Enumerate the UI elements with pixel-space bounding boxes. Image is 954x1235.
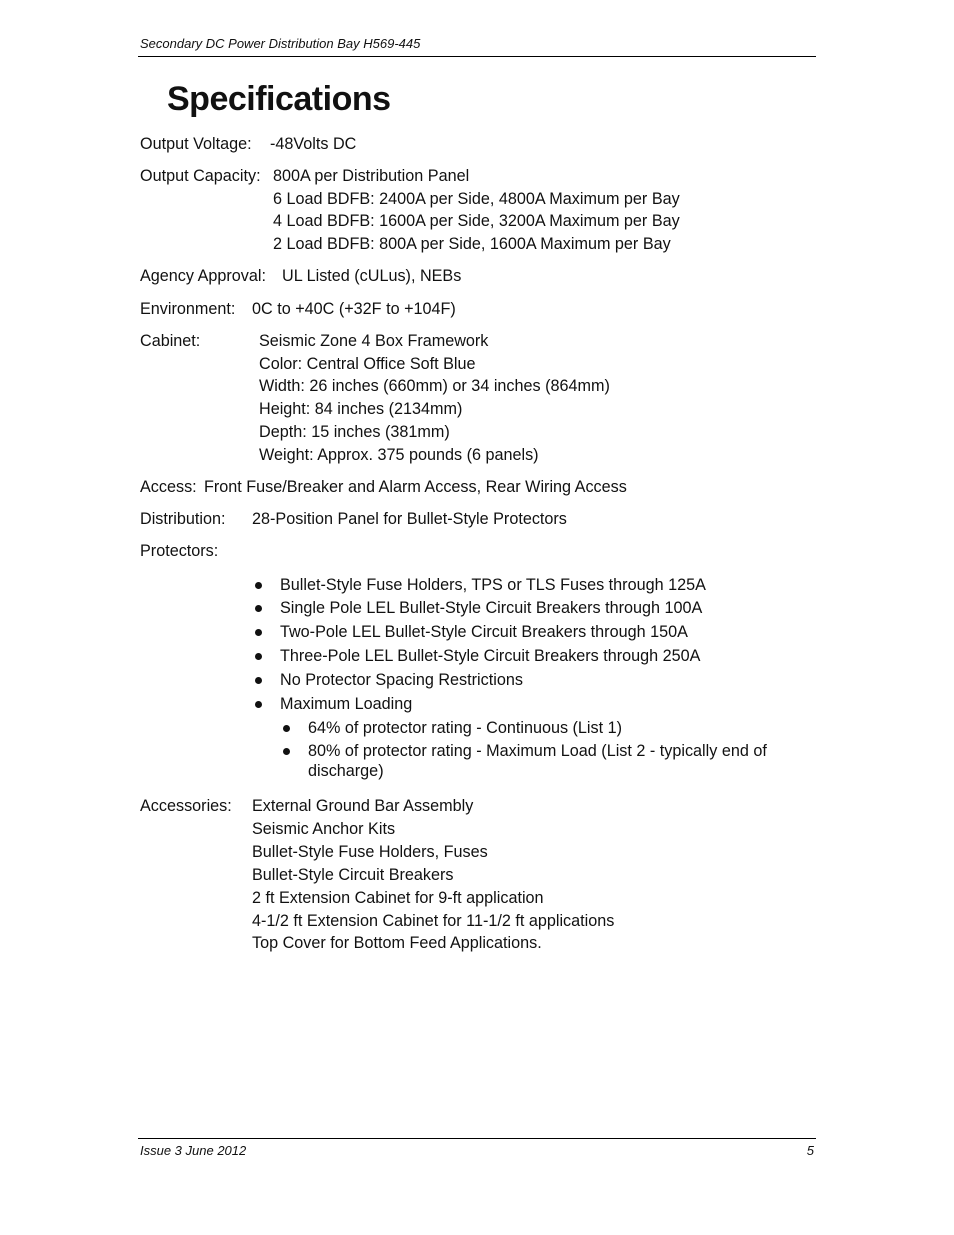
agency-approval-label: Agency Approval: — [140, 267, 266, 285]
environment-label: Environment: — [140, 300, 236, 318]
protector-item: Bullet-Style Fuse Holders, TPS or TLS Fuses through 125A — [280, 576, 706, 594]
protector-item: No Protector Spacing Restrictions — [280, 671, 523, 689]
cabinet-line: Color: Central Office Soft Blue — [259, 355, 476, 373]
protector-bullet-icon — [255, 629, 262, 636]
footer-issue: Issue 3 June 2012 — [140, 1143, 247, 1158]
protector-bullet-icon — [255, 677, 262, 684]
cabinet-line: Height: 84 inches (2134mm) — [259, 400, 463, 418]
output-capacity-label: Output Capacity: — [140, 167, 261, 185]
page-title: Specifications — [167, 80, 391, 118]
output-voltage-label: Output Voltage: — [140, 135, 252, 153]
cabinet-line: Depth: 15 inches (381mm) — [259, 423, 450, 441]
accessory-line: Bullet-Style Fuse Holders, Fuses — [252, 843, 488, 861]
protector-item: Two-Pole LEL Bullet-Style Circuit Breakers through 150A — [280, 623, 688, 641]
accessory-line: Seismic Anchor Kits — [252, 820, 396, 838]
accessories-label: Accessories: — [140, 797, 232, 815]
cabinet-line: Width: 26 inches (660mm) or 34 inches (864mm) — [259, 377, 610, 395]
output-capacity-line: 6 Load BDFB: 2400A per Side, 4800A Maximum per Bay — [273, 190, 680, 208]
header-rule — [138, 56, 816, 57]
output-voltage-value: -48Volts DC — [270, 135, 357, 153]
protector-bullet-icon — [255, 582, 262, 589]
access-label: Access: — [140, 478, 197, 496]
accessory-line: Bullet-Style Circuit Breakers — [252, 866, 454, 884]
loading-sub-item: 64% of protector rating - Continuous (List 1) — [308, 719, 623, 737]
cabinet-label: Cabinet: — [140, 332, 201, 350]
accessory-line: Top Cover for Bottom Feed Applications. — [252, 934, 542, 952]
protector-bullet-icon — [255, 653, 262, 660]
sub-bullet-icon — [283, 725, 290, 732]
protectors-label: Protectors: — [140, 542, 219, 560]
accessory-line: 4-1/2 ft Extension Cabinet for 11-1/2 ft applications — [252, 912, 615, 930]
output-capacity-line: 800A per Distribution Panel — [273, 167, 470, 185]
accessory-line: External Ground Bar Assembly — [252, 797, 474, 815]
distribution-label: Distribution: — [140, 510, 226, 528]
sub-bullet-icon — [283, 748, 290, 755]
distribution-value: 28-Position Panel for Bullet-Style Protectors — [252, 510, 567, 528]
output-capacity-line: 4 Load BDFB: 1600A per Side, 3200A Maximum per Bay — [273, 212, 680, 230]
environment-value: 0C to +40C (+32F to +104F) — [252, 300, 456, 318]
cabinet-line: Seismic Zone 4 Box Framework — [259, 332, 489, 350]
page-number: 5 — [806, 1143, 814, 1158]
output-capacity-line: 2 Load BDFB: 800A per Side, 1600A Maximum per Bay — [273, 235, 671, 253]
protector-bullet-icon — [255, 701, 262, 708]
cabinet-line: Weight: Approx. 375 pounds (6 panels) — [259, 446, 539, 464]
footer-rule — [138, 1138, 816, 1139]
loading-sub-item: 80% of protector rating - Maximum Load (List 2 - typically end of discharge) — [308, 742, 767, 780]
accessory-line: 2 ft Extension Cabinet for 9-ft application — [252, 889, 544, 907]
protector-bullet-icon — [255, 605, 262, 612]
protector-item: Maximum Loading — [280, 695, 413, 713]
agency-approval-value: UL Listed (cULus), NEBs — [282, 267, 462, 285]
access-value: Front Fuse/Breaker and Alarm Access, Rear Wiring Access — [204, 478, 627, 496]
running-header: Secondary DC Power Distribution Bay H569-445 — [140, 36, 421, 51]
protector-item: Three-Pole LEL Bullet-Style Circuit Breakers through 250A — [280, 647, 701, 665]
protector-item: Single Pole LEL Bullet-Style Circuit Breakers through 100A — [280, 599, 703, 617]
